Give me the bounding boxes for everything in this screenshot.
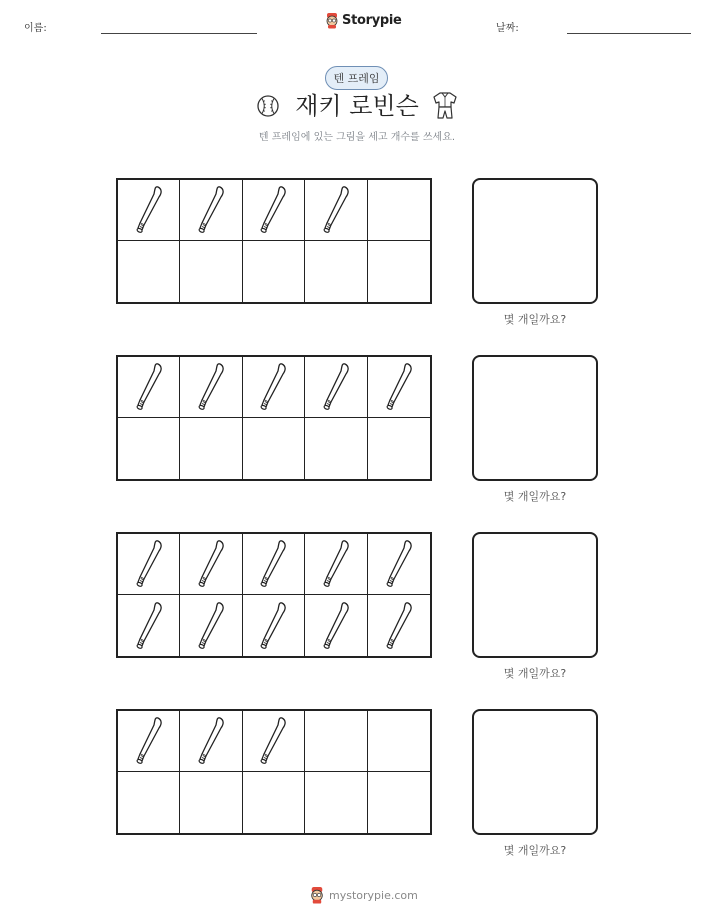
question-1: 몇 개일까요?: [503, 313, 567, 326]
frame-cell: [368, 180, 430, 241]
frame-cell: [243, 534, 305, 595]
frame-cell: [118, 357, 180, 418]
answer-box-4[interactable]: [472, 709, 598, 835]
frame-cell: [118, 534, 180, 595]
baseball-bat-icon: [318, 183, 354, 237]
frame-cell: [180, 241, 242, 302]
frame-cell: [180, 418, 242, 479]
question-2: 몇 개일까요?: [503, 490, 567, 503]
name-label: 이름:: [24, 23, 47, 34]
page-title: 재키 로빈슨: [295, 92, 419, 120]
baseball-bat-icon: [131, 183, 167, 237]
baseball-bat-icon: [381, 599, 417, 653]
baseball-uniform-icon: [431, 91, 459, 121]
frame-cell: [118, 180, 180, 241]
baseball-bat-icon: [131, 714, 167, 768]
baseball-bat-icon: [193, 537, 229, 591]
frame-cell: [368, 772, 430, 833]
answer-box-1[interactable]: [472, 178, 598, 304]
baseball-bat-icon: [131, 599, 167, 653]
baseball-bat-icon: [318, 537, 354, 591]
baseball-bat-icon: [381, 360, 417, 414]
frame-cell: [118, 595, 180, 656]
topic-badge: 텐 프레임: [325, 66, 388, 90]
frame-cell: [180, 357, 242, 418]
baseball-bat-icon: [255, 537, 291, 591]
frame-cell: [180, 180, 242, 241]
frame-cell: [243, 595, 305, 656]
storypie-mascot-icon: [309, 886, 325, 904]
baseball-bat-icon: [255, 183, 291, 237]
logo-text: Storypie: [342, 13, 402, 28]
frame-cell: [305, 534, 367, 595]
baseball-bat-icon: [193, 183, 229, 237]
ten-frame-1: [116, 178, 432, 304]
frame-cell: [305, 772, 367, 833]
baseball-bat-icon: [318, 599, 354, 653]
frame-cell: [243, 711, 305, 772]
frame-cell: [243, 357, 305, 418]
frame-cell: [305, 357, 367, 418]
frame-cell: [180, 534, 242, 595]
frame-cell: [243, 418, 305, 479]
frame-cell: [368, 418, 430, 479]
baseball-bat-icon: [131, 537, 167, 591]
ten-frame-2: [116, 355, 432, 481]
frame-cell: [368, 357, 430, 418]
question-3: 몇 개일까요?: [503, 667, 567, 680]
question-4: 몇 개일까요?: [503, 844, 567, 857]
frame-cell: [305, 241, 367, 302]
instructions: 텐 프레임에 있는 그림을 세고 개수를 쓰세요.: [258, 132, 456, 143]
baseball-bat-icon: [255, 599, 291, 653]
frame-cell: [305, 711, 367, 772]
frame-cell: [368, 241, 430, 302]
storypie-mascot-icon: [325, 12, 339, 29]
frame-cell: [180, 595, 242, 656]
baseball-bat-icon: [255, 360, 291, 414]
baseball-bat-icon: [318, 360, 354, 414]
frame-cell: [243, 772, 305, 833]
frame-cell: [243, 180, 305, 241]
frame-cell: [118, 418, 180, 479]
footer: [309, 886, 418, 904]
footer-url: mystorypie.com: [329, 888, 418, 902]
frame-cell: [368, 595, 430, 656]
frame-cell: [180, 772, 242, 833]
ten-frame-3: [116, 532, 432, 658]
baseball-bat-icon: [193, 360, 229, 414]
answer-box-2[interactable]: [472, 355, 598, 481]
date-label: 날짜:: [496, 23, 519, 34]
baseball-bat-icon: [381, 537, 417, 591]
frame-cell: [305, 595, 367, 656]
date-line[interactable]: [567, 33, 691, 34]
baseball-bat-icon: [255, 714, 291, 768]
baseball-bat-icon: [131, 360, 167, 414]
baseball-bat-icon: [193, 714, 229, 768]
frame-cell: [305, 418, 367, 479]
frame-cell: [368, 534, 430, 595]
frame-cell: [118, 711, 180, 772]
frame-cell: [305, 180, 367, 241]
frame-cell: [368, 711, 430, 772]
ten-frame-4: [116, 709, 432, 835]
frame-cell: [118, 241, 180, 302]
name-line[interactable]: [101, 33, 257, 34]
frame-cell: [243, 241, 305, 302]
storypie-logo: [325, 12, 402, 29]
frame-cell: [180, 711, 242, 772]
frame-cell: [118, 772, 180, 833]
baseball-bat-icon: [193, 599, 229, 653]
answer-box-3[interactable]: [472, 532, 598, 658]
